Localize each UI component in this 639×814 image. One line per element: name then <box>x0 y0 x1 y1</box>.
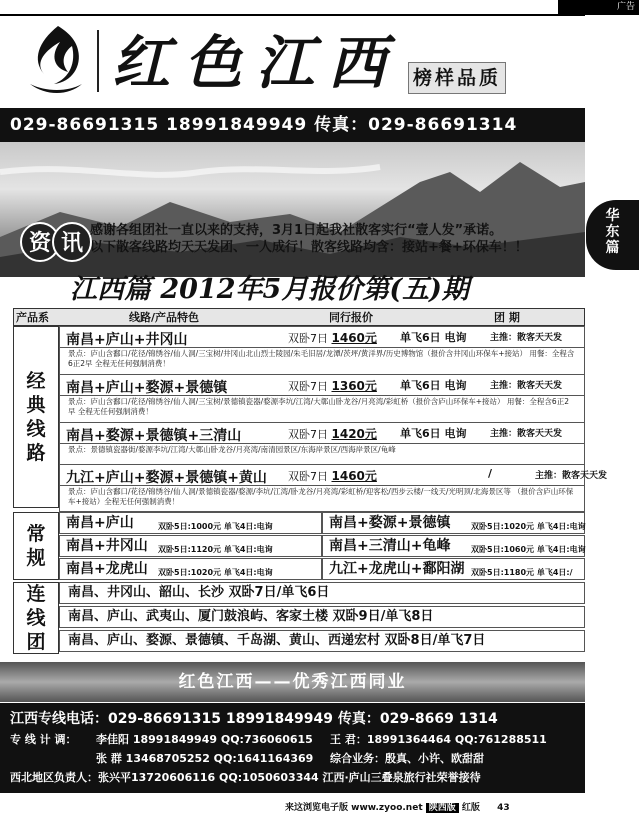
route-name: 九江+庐山+婺源+景德镇+黄山 <box>66 470 267 486</box>
business-contacts: 综合业务：殷真、小许、欧甜甜 <box>330 752 484 765</box>
route-name: 南昌+婺源+景德镇+三清山 <box>66 428 242 444</box>
logo-divider <box>97 30 99 92</box>
route-name: 南昌+龙虎山 <box>66 561 148 577</box>
brand-slogan: 榜样品质 <box>408 62 506 94</box>
route-detail: 景点：庐山含鄱口/花径/锦绣谷/仙人洞/三宝树/井冈山北山烈士陵园/朱毛旧居/龙潭/茨坪/黄洋界/历史博物馆（报价含井冈山环保车+接站） 用餐：全程含6正2早 全程无任何强制消费！ <box>59 348 585 374</box>
route-name: 南昌+庐山+婺源+景德镇 <box>66 380 228 396</box>
route-name: 南昌+庐山+井冈山 <box>66 332 188 348</box>
table-row <box>322 558 585 580</box>
footer-site: 来这浏览电子版 www.zyoo.net <box>285 803 423 813</box>
planner-2: 王 君：18991364464 QQ:761288511 <box>330 733 547 746</box>
route-extra: 单飞6日 电询 <box>400 427 467 440</box>
route-name: 南昌+庐山 <box>66 515 134 531</box>
footer <box>285 800 510 813</box>
notice-line-2: 以下散客线路均天天发团、一人成行！散客线路均含：接站+餐+环保车！！ <box>90 240 528 255</box>
category-classic-label: 经典线路 <box>26 370 46 464</box>
category-classic <box>13 326 59 508</box>
route-price: 双卧5日:1120元 单飞4日:电询 <box>158 545 273 554</box>
route-price: 双卧7日 1360元 <box>288 379 377 393</box>
route-extra: / <box>488 467 493 480</box>
category-regular <box>13 512 59 580</box>
planner-3: 张 群 13468705252 QQ:1641164369 <box>96 752 314 765</box>
route-extra: 单飞6日 电询 <box>400 379 467 392</box>
table-row: 南昌、庐山、婺源、景德镇、千岛湖、黄山、西递宏村 双卧8日/单飞7日 <box>59 630 585 652</box>
contact-panel <box>0 703 585 793</box>
page-number: 43 <box>497 803 510 813</box>
brand-name: 红色江西 <box>112 29 401 97</box>
route-detail: 景点：庐山含鄱口/花径/锦绣谷/仙人洞/景德镇瓷器/婺源/李坑/江湾/卧龙谷/月亮湾/彩虹桥/迎客松/西步云楼/一线天/光明顶/北海景区等 （报价含庐山环保车+接站）全程无任何强制消费！ <box>59 486 585 512</box>
header-route: 线路/产品特色 <box>129 311 200 324</box>
footer-section: 红版 <box>461 803 480 813</box>
table-row <box>322 512 585 534</box>
planner-1: 李佳阳 18991849949 QQ:736060615 <box>96 733 313 746</box>
route-detail: 景点：庐山含鄱口/花径/锦绣谷/仙人洞/三宝树/景德镇瓷器/婺源李坑/江湾/大鄣山卧龙谷/月亮湾/彩虹桥（报价含庐山环保车+接站） 用餐：全程含6正2早 全程无任何强制消费！ <box>59 396 585 422</box>
route-departure: 主推：散客天天发 <box>490 333 563 343</box>
route-departure: 主推：散客天天发 <box>490 381 563 391</box>
ad-tag: 广告 <box>558 0 639 15</box>
header-price: 同行报价 <box>329 311 373 324</box>
notice-text <box>90 222 570 256</box>
route-name: 南昌+三清山+龟峰 <box>329 538 451 554</box>
side-tab-label: 华东篇 <box>605 208 620 256</box>
category-regular-label: 常规 <box>26 523 46 569</box>
footer-edition: 陕西版 <box>426 803 459 813</box>
table-row <box>59 422 585 444</box>
route-detail: 景点：景德镇瓷器街/婺源李坑/江湾/大鄣山卧龙谷/月亮湾/南清园景区/东海岸景区/西海岸景区/龟峰 <box>59 444 585 464</box>
table-row <box>59 535 322 557</box>
route-extra: 单飞6日 电询 <box>400 331 467 344</box>
header-category: 产品系 <box>16 311 49 324</box>
category-link <box>13 582 59 654</box>
route-departure: 主推：散客天天发 <box>490 429 563 439</box>
page-title: 江西篇 2012年5月报价第(五)期 <box>70 274 469 305</box>
planner-label: 专 线 计 调： <box>10 733 77 746</box>
notice-line-1: 感谢各组团社一直以来的支持，3月1日起我社散客实行“壹人发”承诺。 <box>90 223 503 238</box>
table-row <box>59 464 608 486</box>
table-row: 南昌、庐山、武夷山、厦门鼓浪屿、客家土楼 双卧9日/单飞8日 <box>59 606 585 628</box>
table-row <box>322 535 585 557</box>
route-price: 双卧5日:1060元 单飞4日:电询 <box>471 545 586 554</box>
news-badge-1: 资 <box>20 222 60 262</box>
route-price: 双卧5日:1020元 单飞4日:电询 <box>158 568 273 577</box>
route-departure: 主推：散客天天发 <box>535 471 608 481</box>
route-price: 双卧5日:1000元 单飞4日:电询 <box>158 522 273 531</box>
phone-bar: 029-86691315 18991849949 传真：029-86691314 <box>0 108 585 142</box>
table-row <box>59 326 585 348</box>
route-name: 南昌+婺源+景德镇 <box>329 515 451 531</box>
northwest-manager: 西北地区负责人：张兴平13720606116 QQ:1050603344 江西·庐山三叠泉旅行社荣誉接待 <box>10 771 481 784</box>
side-tab-east-china[interactable] <box>586 200 639 270</box>
route-name: 南昌+井冈山 <box>66 538 148 554</box>
table-row <box>59 558 322 580</box>
table-header <box>13 308 585 326</box>
flame-logo-icon <box>20 22 90 102</box>
route-price: 双卧7日 1460元 <box>288 469 377 483</box>
table-row: 南昌、井冈山、韶山、长沙 双卧7日/单飞6日 <box>59 582 585 604</box>
header-team: 团 期 <box>494 311 520 324</box>
news-badge-2: 讯 <box>52 222 92 262</box>
route-price: 双卧5日:1180元 单飞4日:/ <box>471 568 573 577</box>
hotline: 江西专线电话：029-86691315 18991849949 传真：029-8669 1314 <box>10 711 498 727</box>
mountain-hero-image <box>0 142 585 277</box>
tagline-banner: 红色江西——优秀江西同业 <box>0 662 585 702</box>
table-row <box>59 374 585 396</box>
route-name: 九江+龙虎山+鄱阳湖 <box>329 561 465 577</box>
route-price: 双卧7日 1460元 <box>288 331 377 345</box>
category-link-label: 连线团 <box>26 583 46 653</box>
table-row <box>59 512 322 534</box>
mountain-silhouette-icon <box>0 142 585 277</box>
route-price: 双卧7日 1420元 <box>288 427 377 441</box>
top-rule <box>0 14 585 16</box>
route-price: 双卧5日:1020元 单飞4日:电询 <box>471 522 586 531</box>
